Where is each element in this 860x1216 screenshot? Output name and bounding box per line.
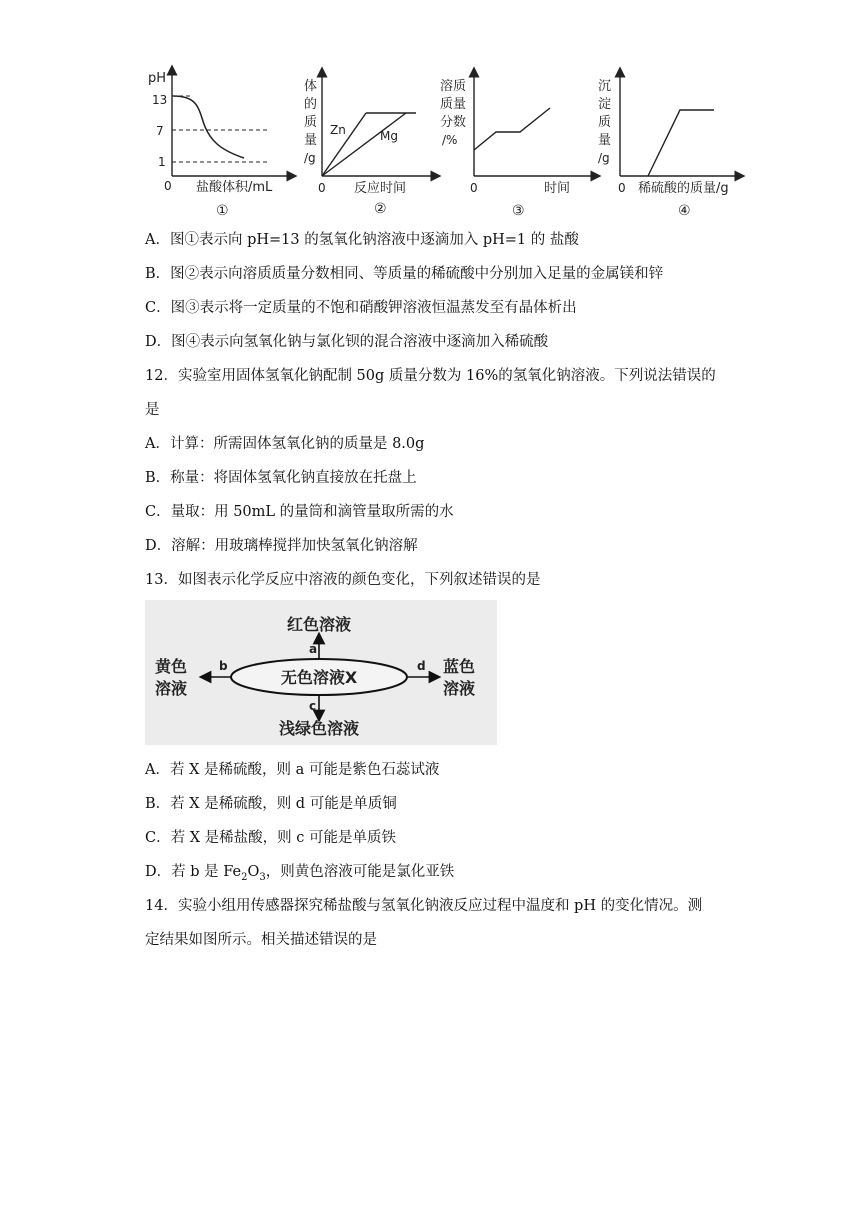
q13-option-d-sub2: 3 (259, 871, 266, 883)
q11-option-d: D．图④表示向氢氧化钠与氯化钡的混合溶液中逐滴加入稀硫酸 (145, 334, 549, 350)
chart-3-xlabel: 时间 (544, 181, 571, 196)
q11-option-c: C．图③表示将一定质量的不饱和硝酸钾溶液恒温蒸发至有晶体析出 (145, 300, 577, 316)
q12-option-c: C．量取：用 50mL 的量筒和滴管量取所需的水 (145, 504, 454, 520)
chart-2-ylabel-5: /g (304, 151, 316, 165)
q13-option-d-prefix: D．若 b 是 Fe (145, 864, 242, 880)
chart-4-xlabel: 稀硫酸的质量/g (638, 181, 729, 196)
q14-stem-line1: 14．实验小组用传感器探究稀盐酸与氢氧化钠液反应过程中温度和 pH 的变化情况。测 (145, 898, 703, 914)
chart-2-number: ② (374, 201, 387, 217)
q12-stem-line1: 12．实验室用固体氢氧化钠配制 50g 质量分数为 16%的氢氧化钠溶液。下列说法错误的 (145, 368, 716, 384)
q13-left-label-1: 黄色 (155, 657, 188, 676)
q13-left-label-2: 溶液 (155, 679, 188, 698)
chart-4-curve (648, 110, 714, 176)
q12-option-b: B．称量：将固体氢氧化钠直接放在托盘上 (145, 470, 417, 486)
chart-4-ylabel-4: 量 (598, 133, 612, 148)
q13-top-label: 红色溶液 (286, 615, 352, 634)
chart-3-origin: 0 (470, 181, 478, 195)
q13-label-d: d (417, 659, 426, 673)
chart-4-number: ④ (678, 203, 691, 219)
q13-stem: 13．如图表示化学反应中溶液的颜色变化，下列叙述错误的是 (145, 572, 541, 588)
chart-3-ylabel-2: 质量 (440, 97, 467, 112)
chart-4-ylabel-3: 质 (598, 115, 612, 130)
chart-1-curve (173, 96, 244, 158)
q12-stem-line2: 是 (145, 402, 160, 418)
chart-4-origin: 0 (618, 181, 626, 195)
chart-2-xlabel: 反应时间 (354, 181, 407, 196)
chart-figures (140, 58, 760, 220)
q13-bottom-label: 浅绿色溶液 (278, 719, 360, 738)
q13-option-b: B．若 X 是稀硫酸，则 d 可能是单质铜 (145, 796, 397, 812)
chart-2-ylabel-1: 体 (304, 79, 318, 94)
chart-3-ylabel-1: 溶质 (440, 79, 467, 94)
chart-2-origin: 0 (318, 181, 326, 195)
q13-option-d-suffix: ，则黄色溶液可能是氯化亚铁 (265, 864, 455, 880)
q13-option-d-mid: O (247, 864, 260, 880)
chart-2-zn-label: Zn (330, 123, 346, 137)
q13-center-label: 无色溶液X (280, 668, 358, 687)
q13-diagram (145, 600, 497, 745)
chart-2-ylabel-3: 质 (304, 115, 318, 130)
chart-4-ylabel-1: 沉 (598, 79, 612, 94)
q14-stem-line2: 定结果如图所示。相关描述错误的是 (145, 932, 377, 948)
chart-1-tick-13: 13 (152, 93, 168, 107)
chart-4-ylabel-5: /g (598, 151, 610, 165)
chart-4 (598, 72, 740, 219)
q13-option-d-sub1: 2 (241, 871, 248, 883)
chart-3-ylabel-3: 分数 (440, 115, 467, 130)
q13-right-label-2: 溶液 (443, 679, 476, 698)
q11-option-a: A．图①表示向 pH=13 的氢氧化钠溶液中逐滴加入 pH=1 的 盐酸 (145, 232, 579, 248)
chart-3 (440, 72, 596, 219)
chart-1-tick-7: 7 (156, 124, 164, 138)
q13-option-a: A．若 X 是稀硫酸，则 a 可能是紫色石蕊试液 (145, 762, 440, 778)
chart-2-ylabel-4: 量 (304, 133, 318, 148)
q13-label-a: a (309, 642, 318, 656)
chart-2 (304, 72, 436, 217)
chart-1-ylabel: pH (148, 71, 167, 86)
chart-2-mg-label: Mg (380, 129, 398, 143)
q13-label-c: c (309, 699, 317, 713)
chart-2-ylabel-2: 的 (304, 97, 318, 112)
q13-option-c: C．若 X 是稀盐酸，则 c 可能是单质铁 (145, 830, 396, 846)
chart-3-ylabel-4: /% (442, 133, 458, 147)
q12-option-d: D．溶解：用玻璃棒搅拌加快氢氧化钠溶解 (145, 538, 418, 554)
chart-1-xlabel: 盐酸体积/mL (196, 180, 273, 195)
q13-right-label-1: 蓝色 (443, 657, 476, 676)
q11-option-b: B．图②表示向溶质质量分数相同、等质量的稀硫酸中分别加入足量的金属镁和锌 (145, 266, 664, 282)
chart-4-ylabel-2: 淀 (598, 97, 612, 112)
chart-1 (148, 70, 292, 219)
q13-option-d (145, 862, 454, 888)
chart-1-tick-1: 1 (158, 155, 166, 169)
chart-1-number: ① (216, 203, 229, 219)
chart-3-curve (474, 108, 550, 150)
q12-option-a: A．计算：所需固体氢氧化钠的质量是 8.0g (145, 436, 425, 452)
q13-label-b: b (219, 659, 228, 673)
chart-3-number: ③ (512, 203, 525, 219)
chart-1-origin: 0 (164, 179, 172, 193)
